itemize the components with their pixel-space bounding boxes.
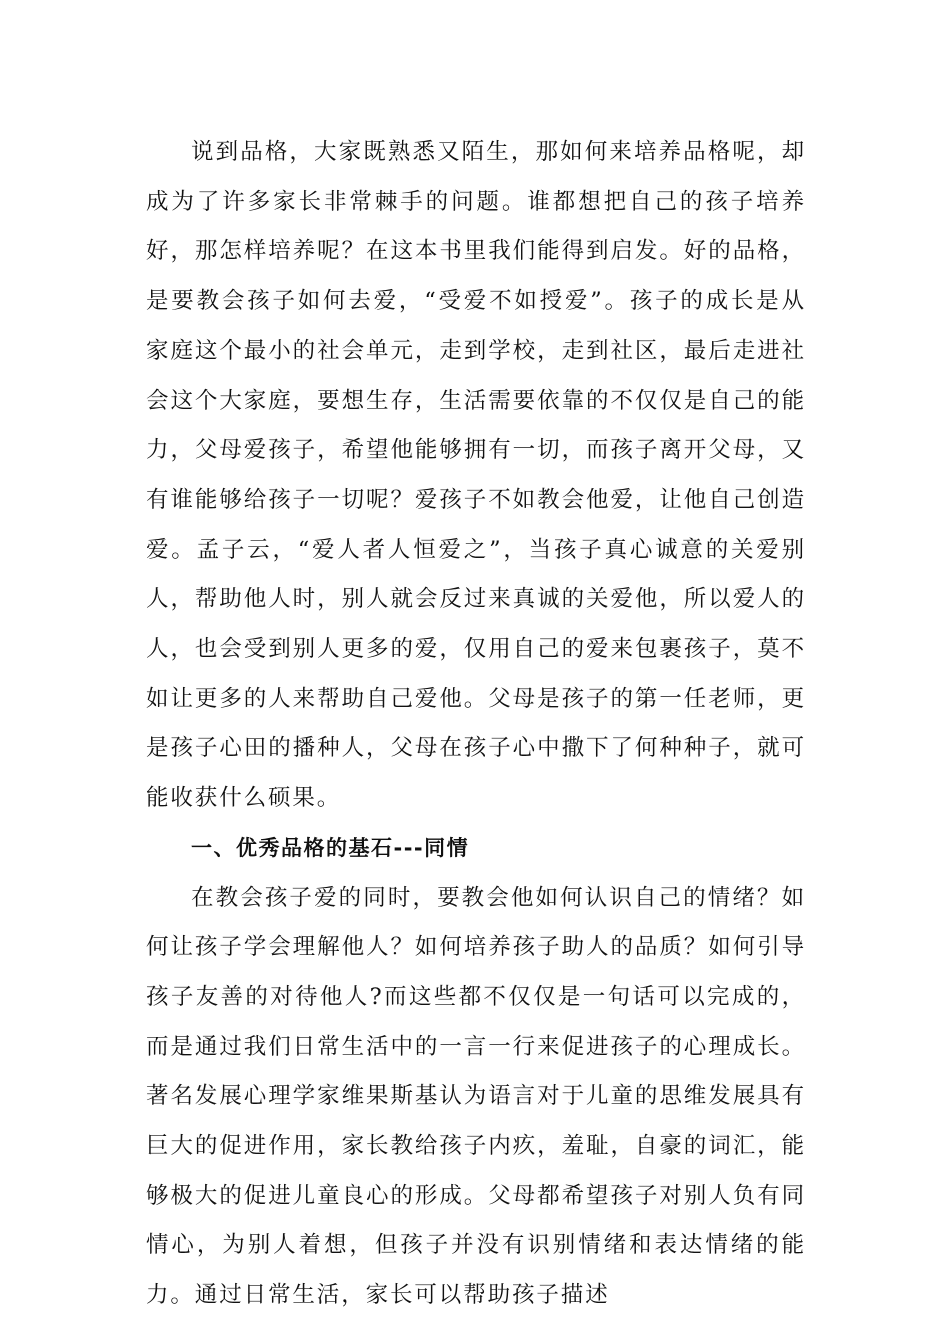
document-body [146,128,806,1321]
paragraph-intro: 说到品格，大家既熟悉又陌生，那如何来培养品格呢，却成为了许多家长非常棘手的问题。谁都想把自己的孩子培养好，那怎样培养呢？在这本书里我们能得到启发。好的品格，是要教会孩子如何去爱，“受爱不如授爱”。孩子的成长是从家庭这个最小的社会单元，走到学校，走到社区，最后走进社会这个大家庭，要想生存，生活需要依靠的不仅仅是自己的能力，父母爱孩子，希望他能够拥有一切，而孩子离开父母，又有谁能够给孩子一切呢？爱孩子不如教会他爱，让他自己创造爱。孟子云，“爱人者人恒爱之”，当孩子真心诚意的关爱别人，帮助他人时，别人就会反过来真诚的关爱他，所以爱人的人，也会受到别人更多的爱，仅用自己的爱来包裹孩子，莫不如让更多的人来帮助自己爱他。父母是孩子的第一任老师，更是孩子心田的播种人，父母在孩子心中撒下了何种种子，就可能收获什么硕果。 [146,139,806,812]
paragraph-sympathy: 在教会孩子爱的同时，要教会他如何认识自己的情绪？如何让孩子学会理解他人？如何培养孩子助人的品质？如何引导孩子友善的对待他人?而这些都不仅仅是一句话可以完成的，而是通过我们日常生活中的一言一行来促进孩子的心理成长。著名发展心理学家维果斯基认为语言对于儿童的思维发展具有巨大的促进作用，家长教给孩子内疚，羞耻，自豪的词汇，能够极大的促进儿童良心的形成。父母都希望孩子对别人负有同情心，为别人着想，但孩子并没有识别情绪和表达情绪的能力。通过日常生活，家长可以帮助孩子描述 [146,884,806,1309]
section-heading: 一、优秀品格的基石---同情 [191,835,470,860]
